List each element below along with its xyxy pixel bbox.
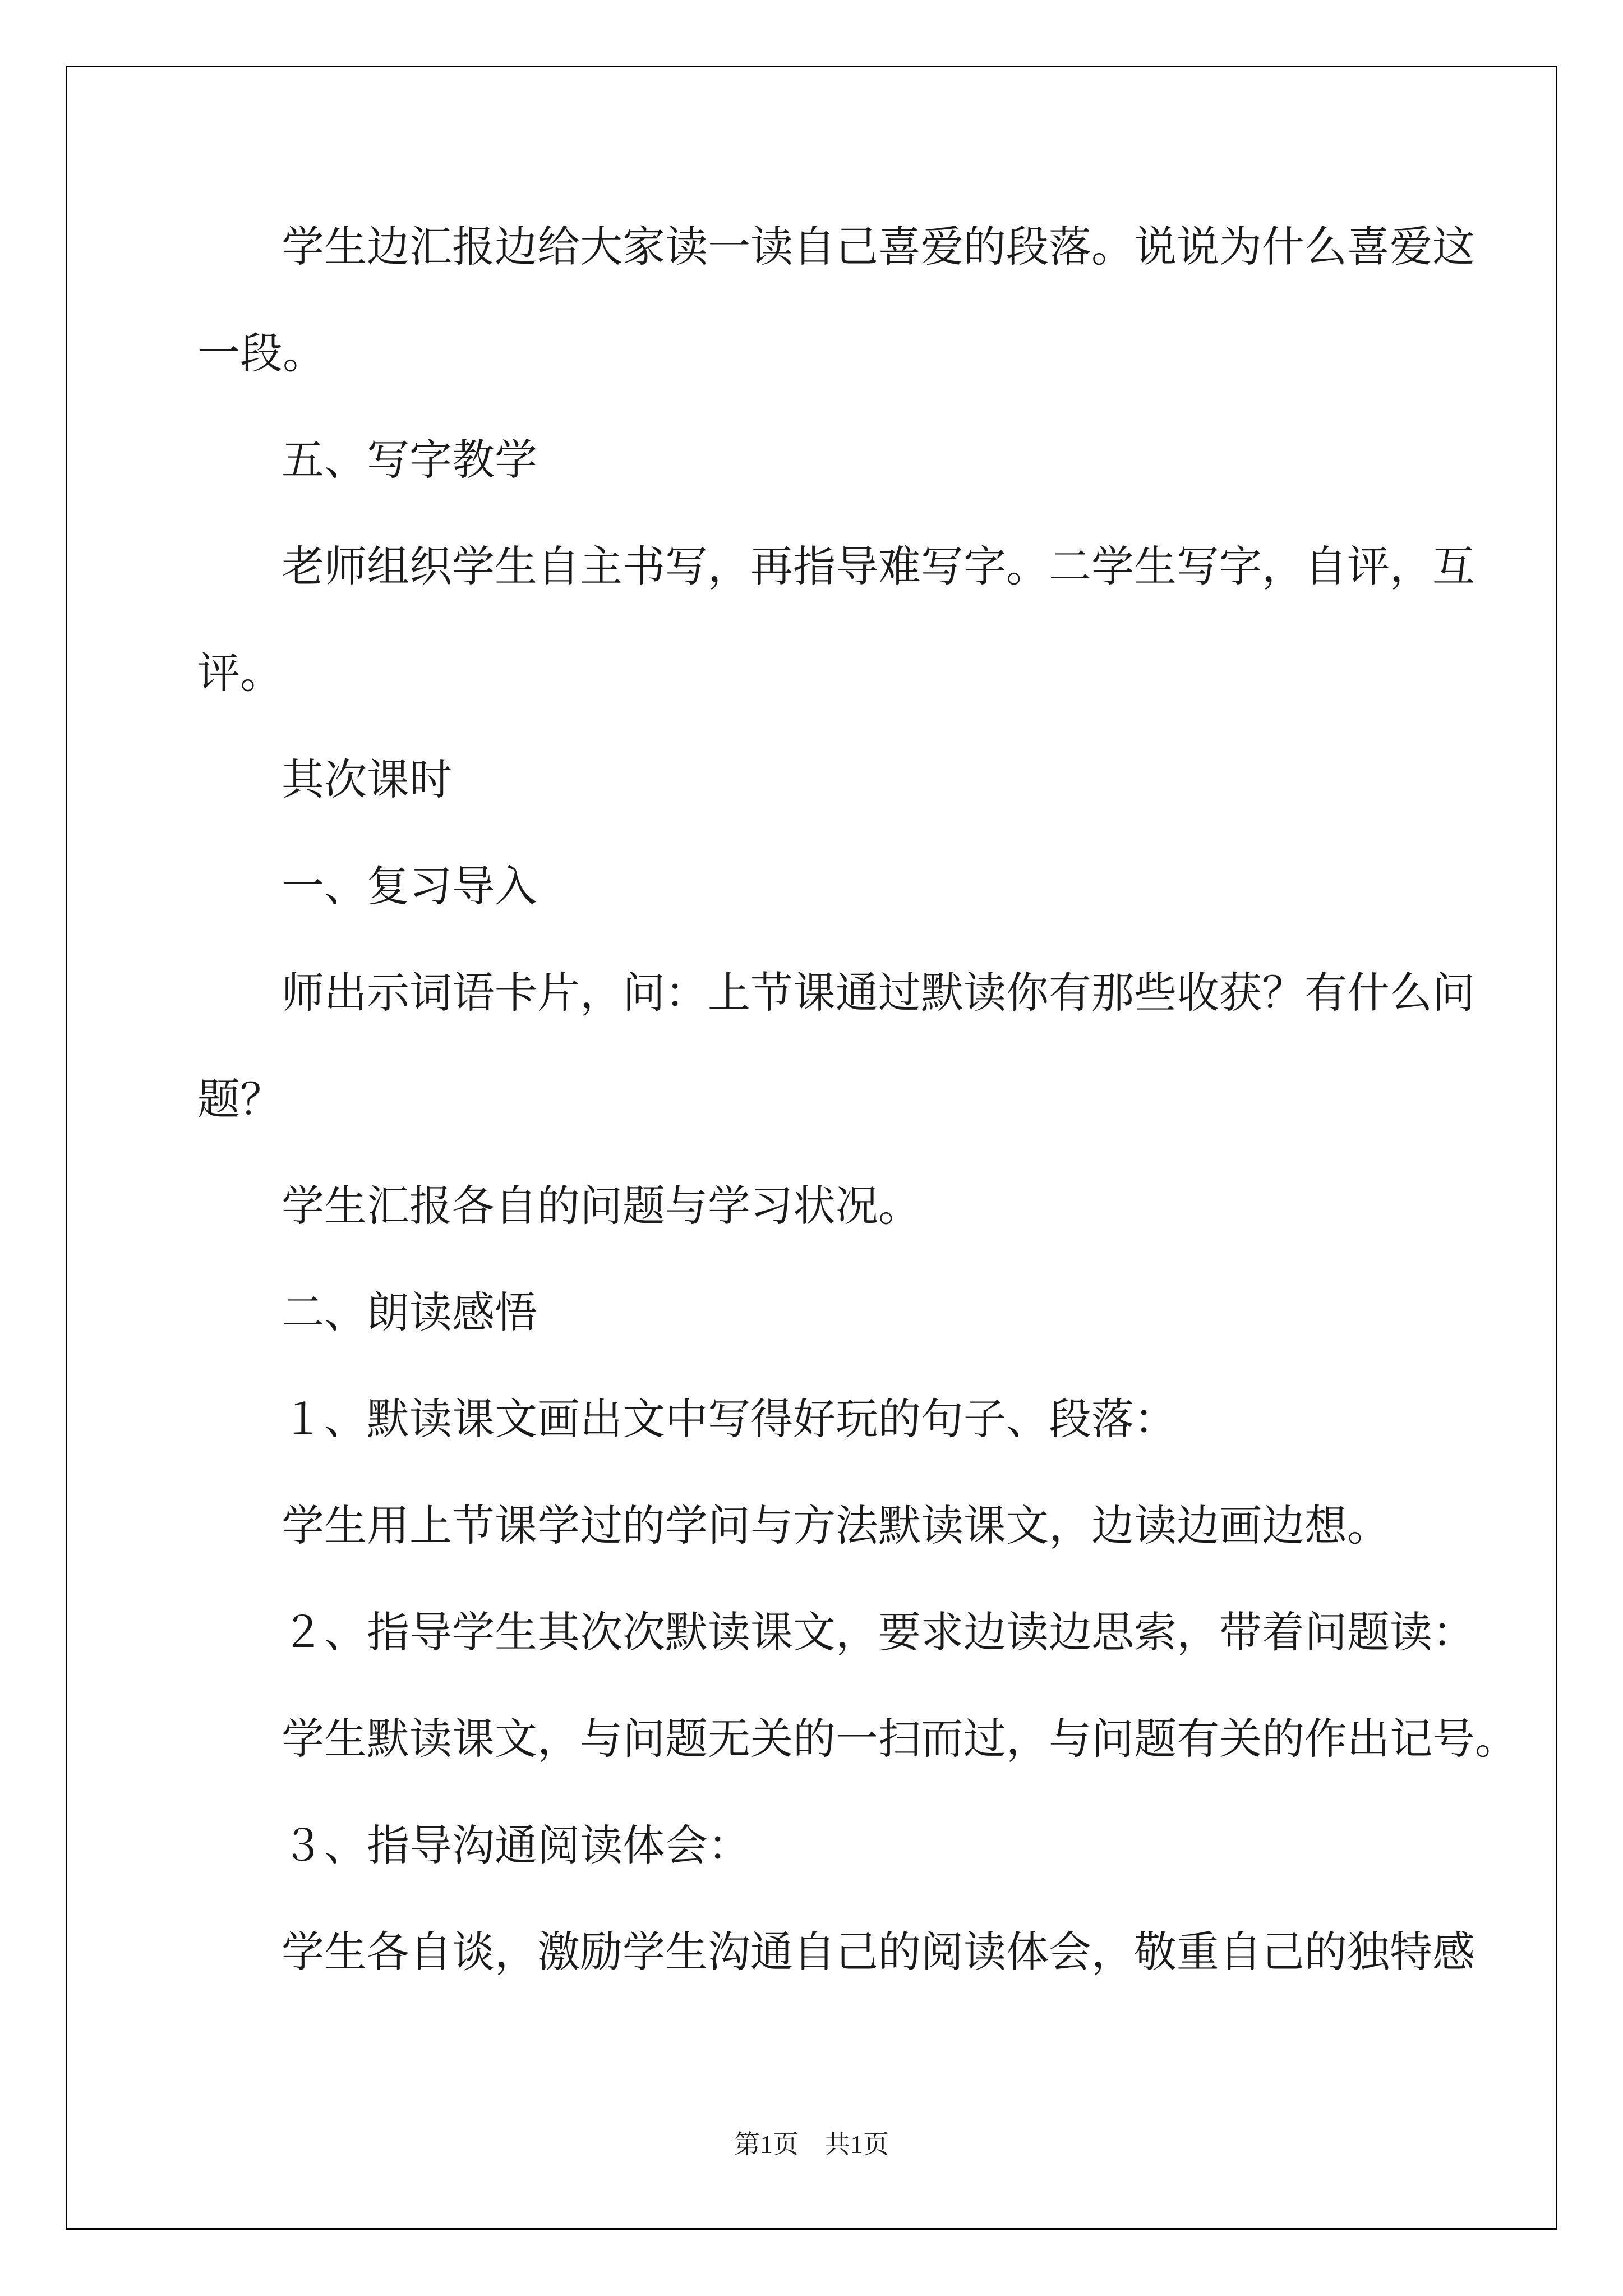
page-border xyxy=(66,66,1557,2230)
paragraph-line-9: 题？ xyxy=(197,1074,283,1124)
page-footer: 第1页 共1页 xyxy=(734,2130,889,2159)
list-item-2: ２、指导学生其次次默读课文，要求边读边思索，带着问题读： xyxy=(282,1607,1475,1657)
section-heading-reading: 二、朗读感悟 xyxy=(282,1287,537,1337)
list-item-1: １、默读课文画出文中写得好玩的句子、段落： xyxy=(282,1394,1177,1444)
paragraph-line-8: 师出示词语卡片，问：上节课通过默读你有那些收获？有什么问 xyxy=(282,968,1475,1018)
paragraph-line-4: 老师组织学生自主书写，再指导难写字。二学生写字，自评，互 xyxy=(282,541,1475,591)
paragraph-line-1: 学生边汇报边给大家读一读自己喜爱的段落。说说为什么喜爱这 xyxy=(282,222,1475,272)
section-heading-review: 一、复习导入 xyxy=(282,861,537,911)
paragraph-line-13: 学生用上节课学过的学问与方法默读课文，边读边画边想。 xyxy=(282,1501,1390,1550)
paragraph-line-15: 学生默读课文，与问题无关的一扫而过，与问题有关的作出记号。 xyxy=(282,1714,1518,1764)
section-heading-second-lesson: 其次课时 xyxy=(282,754,452,804)
paragraph-line-5: 评。 xyxy=(197,648,283,698)
paragraph-line-2: 一段。 xyxy=(197,328,325,378)
paragraph-line-17: 学生各自谈，激励学生沟通自己的阅读体会，敬重自己的独特感 xyxy=(282,1927,1475,1977)
paragraph-line-10: 学生汇报各自的问题与学习状况。 xyxy=(282,1181,921,1231)
list-item-3: ３、指导沟通阅读体会： xyxy=(282,1820,750,1870)
section-heading-writing: 五、写字教学 xyxy=(282,435,537,485)
